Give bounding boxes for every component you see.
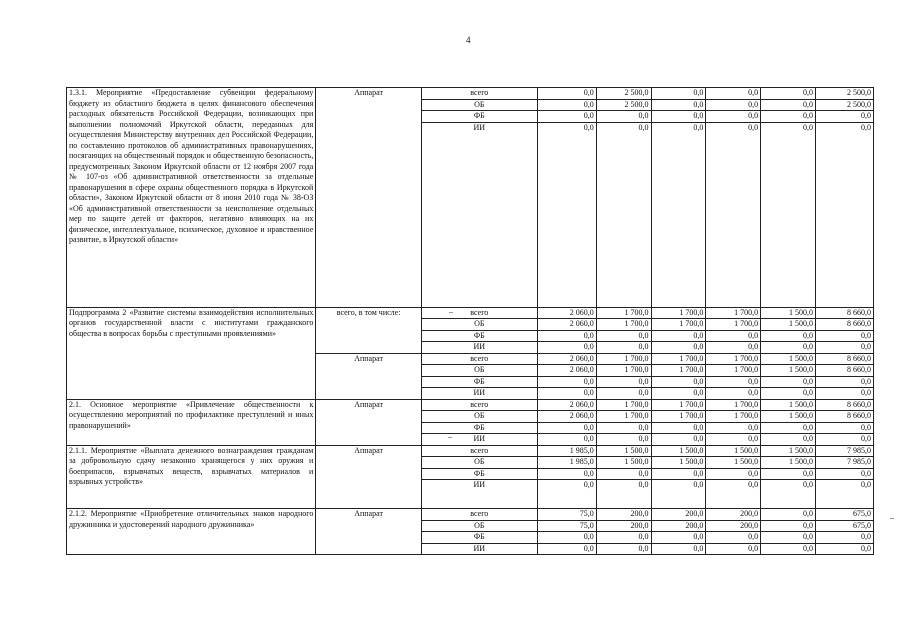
value-cell: 0,0: [706, 99, 761, 111]
value-cell: 1 700,0: [651, 411, 706, 423]
value-cell: 0,0: [596, 480, 651, 509]
value-cell: 1 700,0: [706, 307, 761, 319]
value-cell: 0,0: [596, 388, 651, 400]
responsible-executor: Аппарат: [316, 88, 422, 308]
value-cell: 0,0: [537, 342, 596, 354]
source-cell: ИИ: [421, 434, 537, 446]
value-cell: 0,0: [651, 99, 706, 111]
table-row: [67, 399, 874, 411]
value-cell: 0,0: [706, 543, 761, 555]
value-cell: 0,0: [651, 434, 706, 446]
value-cell: 0,0: [596, 111, 651, 123]
value-cell: 0,0: [596, 434, 651, 446]
value-cell: 0,0: [651, 376, 706, 388]
value-cell: 0,0: [651, 122, 706, 307]
value-cell: 200,0: [706, 509, 761, 521]
value-cell: 0,0: [537, 88, 596, 100]
value-cell: 1 700,0: [651, 399, 706, 411]
value-cell: 0,0: [651, 532, 706, 544]
value-cell: 8 660,0: [816, 319, 874, 331]
value-cell: 0,0: [651, 480, 706, 509]
scan-speck: [448, 437, 452, 438]
table-row: [67, 509, 874, 521]
value-cell: 1 500,0: [761, 353, 816, 365]
value-cell: 675,0: [816, 520, 874, 532]
source-cell: ФБ: [421, 330, 537, 342]
value-cell: 0,0: [816, 468, 874, 480]
value-cell: 0,0: [537, 388, 596, 400]
responsible-executor: Аппарат: [316, 445, 422, 509]
value-cell: 0,0: [816, 330, 874, 342]
value-cell: 0,0: [537, 111, 596, 123]
value-cell: 7 985,0: [816, 457, 874, 469]
value-cell: 0,0: [761, 520, 816, 532]
value-cell: 0,0: [651, 330, 706, 342]
source-cell: всего: [421, 353, 537, 365]
value-cell: 0,0: [706, 122, 761, 307]
value-cell: 1 700,0: [596, 399, 651, 411]
responsible-executor: Аппарат: [316, 509, 422, 555]
value-cell: 0,0: [706, 111, 761, 123]
value-cell: 0,0: [537, 468, 596, 480]
table-body: [67, 88, 874, 555]
source-cell: всего: [421, 88, 537, 100]
value-cell: 8 660,0: [816, 307, 874, 319]
value-cell: 0,0: [816, 342, 874, 354]
value-cell: 1 500,0: [761, 445, 816, 457]
value-cell: 0,0: [537, 543, 596, 555]
value-cell: 1 500,0: [651, 457, 706, 469]
value-cell: 200,0: [596, 520, 651, 532]
value-cell: 1 700,0: [651, 365, 706, 377]
source-cell: ФБ: [421, 422, 537, 434]
value-cell: 1 500,0: [761, 399, 816, 411]
value-cell: 2 060,0: [537, 307, 596, 319]
value-cell: 8 660,0: [816, 399, 874, 411]
value-cell: 1 500,0: [596, 457, 651, 469]
source-cell: ИИ: [421, 543, 537, 555]
value-cell: 0,0: [706, 388, 761, 400]
value-cell: 0,0: [816, 388, 874, 400]
value-cell: 1 700,0: [596, 411, 651, 423]
source-cell: ИИ: [421, 480, 537, 509]
value-cell: 0,0: [537, 532, 596, 544]
value-cell: 0,0: [761, 480, 816, 509]
value-cell: 0,0: [596, 468, 651, 480]
source-cell: ИИ: [421, 342, 537, 354]
value-cell: 200,0: [596, 509, 651, 521]
table-row: [67, 445, 874, 457]
value-cell: 0,0: [596, 330, 651, 342]
source-cell: ОБ: [421, 520, 537, 532]
value-cell: 2 060,0: [537, 399, 596, 411]
value-cell: 0,0: [651, 388, 706, 400]
value-cell: 2 500,0: [596, 99, 651, 111]
value-cell: 0,0: [761, 111, 816, 123]
value-cell: 75,0: [537, 509, 596, 521]
value-cell: 0,0: [761, 122, 816, 307]
value-cell: 0,0: [537, 434, 596, 446]
responsible-executor: Аппарат: [316, 399, 422, 445]
value-cell: 675,0: [816, 509, 874, 521]
source-cell: всего: [421, 307, 537, 319]
value-cell: 0,0: [537, 376, 596, 388]
source-cell: ИИ: [421, 122, 537, 307]
measure-description: 2.1.2. Мероприятие «Приобретение отличительных знаков народного дружинника и удостоверений народного дружинника»: [67, 509, 316, 555]
value-cell: 0,0: [596, 342, 651, 354]
scan-speck: [449, 312, 453, 313]
source-cell: всего: [421, 399, 537, 411]
source-cell: ОБ: [421, 319, 537, 331]
value-cell: 200,0: [651, 520, 706, 532]
source-cell: ОБ: [421, 411, 537, 423]
value-cell: 1 500,0: [761, 319, 816, 331]
value-cell: 0,0: [651, 468, 706, 480]
value-cell: 0,0: [761, 342, 816, 354]
measure-description: 2.1.1. Мероприятие «Выплата денежного вознаграждения гражданам за добровольную сдачу незаконно хранящегося у них оружия и боеприпасов, взрывчатых веществ, взрывчатых материалов и взрывных устройств»: [67, 445, 316, 509]
value-cell: 0,0: [761, 388, 816, 400]
value-cell: 0,0: [706, 532, 761, 544]
value-cell: 0,0: [761, 543, 816, 555]
source-cell: ФБ: [421, 111, 537, 123]
value-cell: 0,0: [706, 468, 761, 480]
source-cell: ОБ: [421, 365, 537, 377]
table-row: [67, 88, 874, 100]
value-cell: 0,0: [537, 422, 596, 434]
value-cell: 1 700,0: [651, 353, 706, 365]
value-cell: 0,0: [537, 122, 596, 307]
value-cell: 1 700,0: [706, 365, 761, 377]
value-cell: 2 060,0: [537, 365, 596, 377]
source-cell: всего: [421, 445, 537, 457]
value-cell: 0,0: [706, 88, 761, 100]
value-cell: 1 700,0: [651, 307, 706, 319]
value-cell: 1 700,0: [596, 319, 651, 331]
value-cell: 0,0: [816, 111, 874, 123]
value-cell: 0,0: [816, 122, 874, 307]
source-cell: ФБ: [421, 376, 537, 388]
measure-description: 1.3.1. Мероприятие «Предоставление субвенции федеральному бюджету из областного бюджета в целях финансового обеспечения расходных обязательств Российской Федерации, возникающих при выполнении полномочий Иркутской области, переданных для осуществления Министерству внутренних дел Российской Федерации, по составлению протоколов об административных правонарушениях, посягающих на общественный порядок и общественную безопасность, предусмотренных Законом Иркутской области от 12 ноября 2007 года № 107-оз «Об административной ответственности за отдельные правонарушения в сфере охраны общественного порядка в Иркутской области», Законом Иркутской области от 8 июня 2010 года № 38-ОЗ «Об административной ответственности за неисполнение отдельных мер по защите детей от факторов, негативно влияющих на их физическое, интеллектуальное, психическое, духовное и нравственное развитие, в Иркутской области»: [67, 88, 316, 308]
value-cell: 0,0: [651, 543, 706, 555]
value-cell: 0,0: [761, 422, 816, 434]
value-cell: 0,0: [537, 99, 596, 111]
responsible-executor: Аппарат: [316, 353, 422, 399]
measure-description: Подпрограмма 2 «Развитие системы взаимодействия исполнительных органов государственной власти с институтами гражданского общества в вопросах борьбы с преступными проявлениями»: [67, 307, 316, 399]
value-cell: 0,0: [651, 422, 706, 434]
value-cell: 0,0: [651, 342, 706, 354]
value-cell: 8 660,0: [816, 411, 874, 423]
value-cell: 1 985,0: [537, 445, 596, 457]
value-cell: 8 660,0: [816, 353, 874, 365]
value-cell: 1 700,0: [706, 399, 761, 411]
value-cell: 0,0: [706, 330, 761, 342]
value-cell: 2 060,0: [537, 353, 596, 365]
responsible-executor: всего, в том числе:: [316, 307, 422, 353]
value-cell: 0,0: [596, 376, 651, 388]
value-cell: 200,0: [706, 520, 761, 532]
value-cell: 75,0: [537, 520, 596, 532]
value-cell: 1 700,0: [651, 319, 706, 331]
value-cell: 2 060,0: [537, 411, 596, 423]
table-row: [67, 307, 874, 319]
value-cell: 1 700,0: [706, 353, 761, 365]
value-cell: 0,0: [706, 422, 761, 434]
value-cell: 1 500,0: [761, 365, 816, 377]
value-cell: 8 660,0: [816, 365, 874, 377]
value-cell: 7 985,0: [816, 445, 874, 457]
source-cell: ОБ: [421, 99, 537, 111]
value-cell: 0,0: [596, 543, 651, 555]
funding-table: [66, 87, 874, 555]
value-cell: 0,0: [706, 342, 761, 354]
value-cell: 1 500,0: [761, 457, 816, 469]
value-cell: 0,0: [596, 532, 651, 544]
value-cell: 0,0: [706, 434, 761, 446]
value-cell: 0,0: [761, 88, 816, 100]
value-cell: 0,0: [816, 422, 874, 434]
value-cell: 0,0: [761, 376, 816, 388]
value-cell: 0,0: [816, 434, 874, 446]
value-cell: 2 500,0: [816, 99, 874, 111]
source-cell: ОБ: [421, 457, 537, 469]
value-cell: 1 700,0: [706, 411, 761, 423]
value-cell: 0,0: [761, 468, 816, 480]
value-cell: 0,0: [761, 532, 816, 544]
value-cell: 0,0: [816, 543, 874, 555]
source-cell: ИИ: [421, 388, 537, 400]
value-cell: 0,0: [761, 99, 816, 111]
value-cell: 0,0: [816, 376, 874, 388]
value-cell: 2 500,0: [596, 88, 651, 100]
value-cell: 0,0: [706, 376, 761, 388]
value-cell: 200,0: [651, 509, 706, 521]
value-cell: 0,0: [816, 480, 874, 509]
source-cell: ФБ: [421, 468, 537, 480]
value-cell: 0,0: [651, 88, 706, 100]
source-cell: всего: [421, 509, 537, 521]
value-cell: 1 500,0: [761, 307, 816, 319]
value-cell: 1 500,0: [596, 445, 651, 457]
value-cell: 1 700,0: [596, 365, 651, 377]
value-cell: 0,0: [816, 532, 874, 544]
value-cell: 2 500,0: [816, 88, 874, 100]
value-cell: 0,0: [596, 422, 651, 434]
value-cell: 1 700,0: [596, 353, 651, 365]
value-cell: 0,0: [761, 330, 816, 342]
value-cell: 0,0: [537, 330, 596, 342]
value-cell: 0,0: [706, 480, 761, 509]
value-cell: 0,0: [761, 509, 816, 521]
value-cell: 1 700,0: [706, 319, 761, 331]
value-cell: 0,0: [596, 122, 651, 307]
value-cell: 1 985,0: [537, 457, 596, 469]
measure-description: 2.1. Основное мероприятие «Привлечение общественности к осуществлению мероприятий по профилактике преступлений и иных правонарушений»: [67, 399, 316, 445]
scan-speck: [890, 518, 894, 519]
value-cell: 0,0: [651, 111, 706, 123]
value-cell: 1 500,0: [706, 445, 761, 457]
value-cell: 2 060,0: [537, 319, 596, 331]
value-cell: 1 500,0: [706, 457, 761, 469]
value-cell: 0,0: [761, 434, 816, 446]
value-cell: 1 700,0: [596, 307, 651, 319]
page-number: 4: [466, 35, 471, 45]
value-cell: 0,0: [537, 480, 596, 509]
source-cell: ФБ: [421, 532, 537, 544]
value-cell: 1 500,0: [651, 445, 706, 457]
value-cell: 1 500,0: [761, 411, 816, 423]
